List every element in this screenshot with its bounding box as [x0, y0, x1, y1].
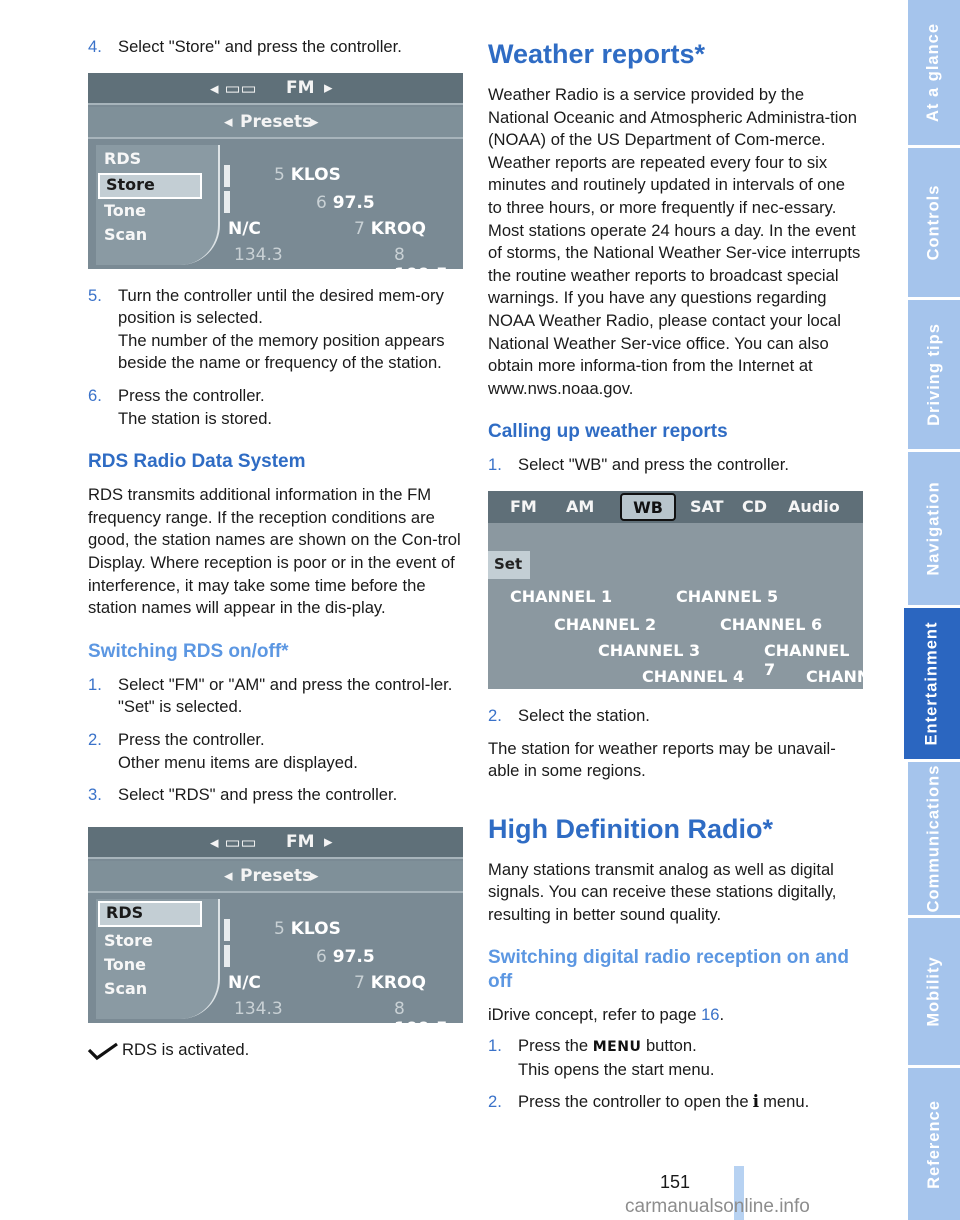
tab-mobility[interactable]: Mobility — [908, 918, 960, 1068]
step-text: Select "WB" and press the controller. — [518, 455, 789, 475]
preset-row: N/C — [228, 972, 261, 993]
tab-at-a-glance[interactable]: At a glance — [908, 0, 960, 148]
band-label: FM — [286, 831, 315, 852]
step-text: The number of the memory position appears beside the name or frequency of the station. — [118, 330, 445, 373]
channel-item: CHANNEL 3 — [598, 640, 701, 660]
side-menu — [96, 145, 220, 265]
presets-label: Presets — [240, 865, 313, 886]
step-number: 2. — [88, 729, 102, 749]
step-5 — [88, 285, 463, 375]
step-number: 5. — [88, 285, 102, 305]
step-text: "Set" is selected. — [118, 697, 243, 717]
channel-item: CHANNEL 1 — [510, 586, 613, 606]
preset-row: 6 97.5 — [316, 192, 375, 213]
menu-item-rds: RDS — [98, 901, 202, 927]
menu-item-rds: RDS — [104, 148, 142, 168]
step-text: This opens the start menu. — [518, 1059, 715, 1079]
weather-paragraph: Weather Radio is a service provided by the National Oceanic and Atmospheric Administra-tion (NOAA) of the US Department of Com-merce. Weather reports are repeated every four to six minutes and routinely updated in intervals of one to three hours, or more frequently if nec-essary. Most stations operate 24 hours a day. In the event of storms, the National Weather Ser-vice interrupts the routine weather reports to broadcast special warnings. If you have any questions regarding NOAA Weather Radio, please contact your local National Weather Ser-vice office. You can also obtain more informa-tion from the Internet at www.nws.noaa.gov. — [488, 85, 861, 398]
step-6 — [88, 385, 463, 430]
switch-step — [88, 674, 463, 719]
preset-row: 5 KLOS — [274, 164, 341, 185]
watermark: carmanualsonline.info — [625, 1196, 810, 1217]
channel-item: CHANNEL 2 — [554, 614, 657, 634]
page-link[interactable]: 16 — [701, 1005, 720, 1025]
menu-item-scan: Scan — [104, 224, 148, 244]
hd-paragraph: Many stations transmit analog as well as digital signals. You can receive these stations digitally, resulting in better sound quality. — [488, 859, 837, 924]
presets-label: Presets — [240, 111, 313, 132]
rds-activated-note — [88, 1039, 463, 1062]
step-text: Select "RDS" and press the controller. — [118, 785, 398, 805]
step-text: Select "FM" or "AM" and press the control-ler. — [118, 674, 453, 694]
step-number: 3. — [88, 785, 102, 805]
step-text: Select "Store" and press the controller. — [118, 37, 402, 56]
tab-reference[interactable]: Reference — [924, 1099, 943, 1189]
preset-row: 7 KROQ — [354, 218, 426, 239]
hd-step-2 — [488, 1091, 863, 1114]
step-text: Press the controller. — [118, 385, 265, 405]
menu-item-tone: Tone — [104, 954, 147, 974]
screen-top-bar: ◂ ▭▭ FM ▸ — [88, 827, 463, 859]
channel-item: CHANNEL 6 — [720, 614, 823, 634]
screen-presets-bar: ◂ Presets ▸ — [88, 107, 463, 139]
calling-steps — [488, 454, 863, 477]
tab-driving-tips[interactable]: Driving tips — [908, 300, 960, 452]
tab-entertainment[interactable]: Entertainment — [904, 608, 960, 762]
info-icon: i — [752, 1092, 760, 1113]
tab-cd: CD — [742, 496, 768, 516]
step-number: 1. — [488, 455, 502, 475]
channel-item: CHANNEL 5 — [676, 586, 779, 606]
switch-rds-heading: Switching RDS on/off* — [88, 640, 289, 662]
rds-activated-text: RDS is activated. — [122, 1039, 250, 1059]
tab-audio: Audio — [788, 496, 840, 516]
preset-row: 134.3 — [234, 244, 283, 265]
channel-item: CHANNEL 7 — [764, 640, 850, 679]
menu-button-icon: MENU — [592, 1039, 642, 1056]
preset-row: 134.3 — [234, 998, 283, 1019]
presets-store-screenshot — [88, 73, 463, 285]
step-text: Other menu items are displayed. — [118, 752, 358, 772]
unavailable-note: The station for weather reports may be unavail-able in some regions. — [488, 738, 836, 781]
store-steps — [88, 36, 463, 59]
hd-step-1 — [488, 1035, 863, 1081]
tab-am: AM — [566, 496, 595, 516]
switch-rds-steps — [88, 674, 463, 807]
band-label: FM — [286, 77, 315, 98]
hd-radio-heading: High Definition Radio* — [488, 813, 773, 844]
preset-row: 8 100.5 — [394, 998, 448, 1039]
tab-communications[interactable]: Communications — [908, 762, 960, 918]
chapter-tabs — [908, 0, 960, 1220]
hd-steps — [488, 1035, 863, 1114]
menu-item-store: Store — [98, 173, 202, 199]
store-steps-continued — [88, 285, 463, 431]
tab-sat: SAT — [690, 496, 724, 516]
step-text: Turn the controller until the desired mem-ory position is selected. — [118, 285, 444, 328]
step-number: 6. — [88, 385, 102, 405]
step-text: Press the controller to open the i menu. — [518, 1092, 810, 1113]
step-number: 4. — [88, 37, 102, 56]
weather-band-screenshot — [488, 491, 892, 705]
preset-row: 6 97.5 — [316, 946, 375, 967]
left-column — [88, 36, 463, 1061]
preset-row: 7 KROQ — [354, 972, 426, 993]
rds-heading: RDS Radio Data System — [88, 451, 306, 473]
tab-controls[interactable]: Controls — [908, 148, 960, 300]
calling-steps-continued — [488, 705, 863, 728]
step-4 — [88, 36, 463, 59]
menu-item-scan: Scan — [104, 978, 148, 998]
step-text: Select the station. — [518, 705, 650, 725]
step-number: 1. — [488, 1036, 502, 1056]
idrive-reference: iDrive concept, refer to page 16. — [488, 1005, 725, 1025]
menu-item-store: Store — [104, 930, 153, 950]
channel-item: CHANNEL 8 — [806, 666, 892, 705]
step-number: 1. — [88, 674, 102, 694]
calling-step-1 — [488, 454, 863, 477]
page-number: 151 — [660, 1172, 691, 1192]
tab-navigation[interactable]: Navigation — [908, 452, 960, 608]
band-tabs — [488, 491, 863, 523]
tab-wb: WB — [620, 493, 676, 521]
set-label: Set — [488, 551, 530, 579]
screen-top-bar: ◂ ▭▭ FM ▸ — [88, 73, 463, 105]
channel-item: CHANNEL 4 — [642, 666, 745, 686]
step-number: 2. — [488, 1092, 502, 1112]
screen-presets-bar: ◂ Presets ▸ — [88, 861, 463, 893]
tab-fm: FM — [510, 496, 537, 516]
calling-weather-heading: Calling up weather reports — [488, 421, 728, 443]
checkmark-icon — [88, 1041, 118, 1059]
step-text: Press the MENU button. — [518, 1035, 863, 1059]
weather-reports-heading: Weather reports* — [488, 39, 706, 69]
switch-step — [88, 784, 463, 807]
side-menu — [96, 899, 220, 1019]
preset-row: 8 100.5 — [394, 244, 448, 285]
step-number: 2. — [488, 705, 502, 725]
preset-row: N/C — [228, 218, 261, 239]
right-column — [488, 36, 892, 1124]
step-text: The station is stored. — [118, 408, 273, 428]
switch-step — [88, 729, 463, 774]
menu-item-tone: Tone — [104, 200, 147, 220]
digital-reception-heading: Switching digital radio reception on and off — [488, 947, 850, 993]
rds-paragraph: RDS transmits additional information in the FM frequency range. If the reception conditions are good, the station names are shown on the Con-trol Display. Where reception is poor or in the event of interference, it may take some time before the station names will appear in the dis-play. — [88, 485, 461, 618]
preset-row: 5 KLOS — [274, 918, 341, 939]
calling-step-2 — [488, 705, 863, 728]
step-text: Press the controller. — [118, 729, 265, 749]
presets-rds-screenshot — [88, 827, 463, 1039]
